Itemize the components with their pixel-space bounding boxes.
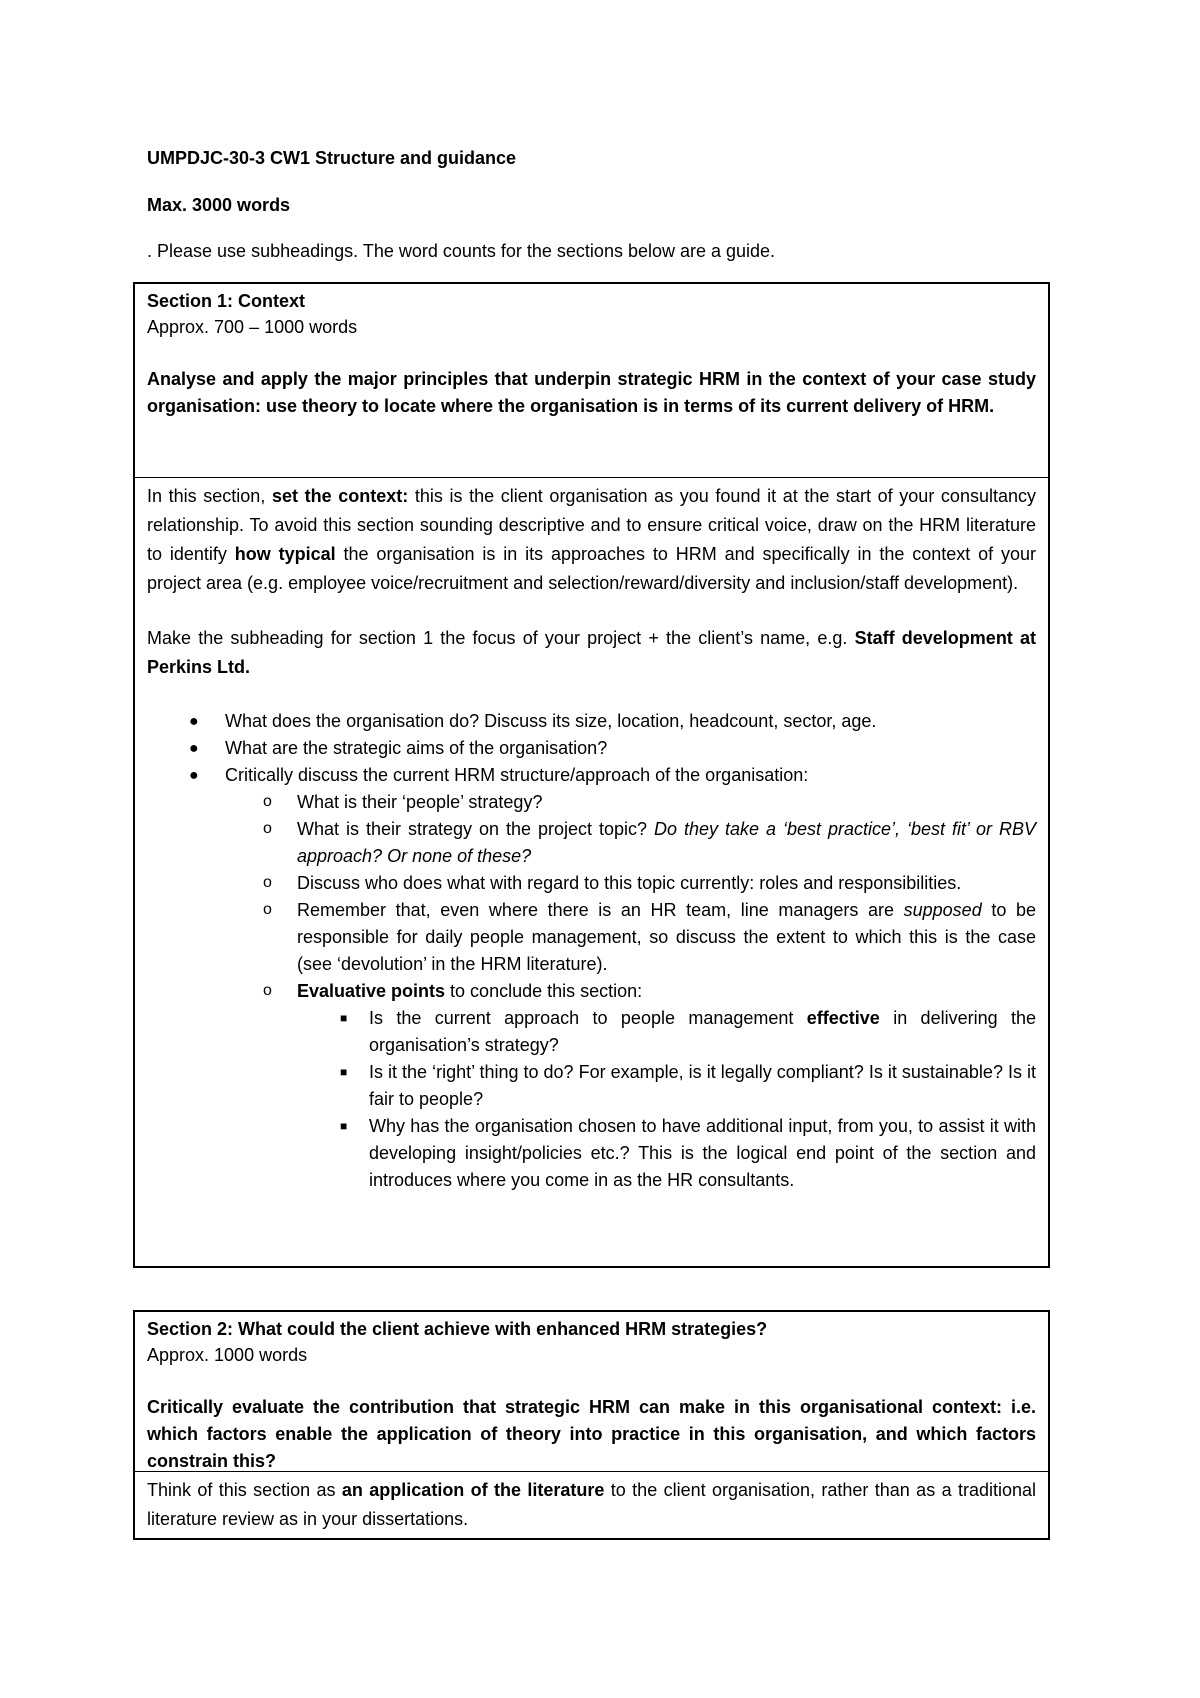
section-1-paragraph-2: Make the subheading for section 1 the focus of your project + the client’s name, e.g. Staff development at Perkins Ltd. bbox=[147, 628, 1036, 677]
section-2-header-cell bbox=[135, 1312, 1048, 1472]
section-2-heading: Section 2: What could the client achieve with enhanced HRM strategies? bbox=[147, 1319, 768, 1339]
section-1-table bbox=[133, 282, 1050, 1268]
section-2-task: Critically evaluate the contribution that strategic HRM can make in this organisational context: i.e. which factors enable the application of theory into practice in this organisation, and which factors constrain this? bbox=[147, 1397, 1036, 1471]
list-item: ● What are the strategic aims of the organisation? bbox=[147, 735, 1036, 762]
list-item: ■ Is it the ‘right’ thing to do? For example, is it legally compliant? Is it sustainable? Is it fair to people? bbox=[147, 1059, 1036, 1113]
section-1-approx-words: Approx. 700 – 1000 words bbox=[147, 317, 358, 337]
document-title: UMPDJC-30-3 CW1 Structure and guidance bbox=[147, 148, 517, 168]
section-2-approx-words: Approx. 1000 words bbox=[147, 1345, 308, 1365]
circle-bullet-icon: o bbox=[263, 982, 272, 999]
list-item: ■ Is the current approach to people management effective in delivering the organisation’s strategy? bbox=[147, 1005, 1036, 1059]
list-item: o Evaluative points to conclude this section: bbox=[147, 978, 1036, 1005]
bullet-icon: ● bbox=[189, 713, 199, 730]
list-item: ● What does the organisation do? Discuss its size, location, headcount, sector, age. bbox=[147, 708, 1036, 735]
list-item: ■ Why has the organisation chosen to have additional input, from you, to assist it with developing insight/policies etc.? This is the logical end point of the section and introduces where you come in as the HR consultants. bbox=[147, 1113, 1036, 1194]
section-1-guidance-cell bbox=[135, 478, 1048, 1266]
section-1-task: Analyse and apply the major principles that underpin strategic HRM in the context of your case study organisation: use theory to locate where the organisation is in terms of its current delivery of HRM. bbox=[147, 369, 1036, 416]
square-bullet-icon: ■ bbox=[340, 1065, 348, 1079]
max-word-count: Max. 3000 words bbox=[147, 195, 291, 215]
section-1-heading: Section 1: Context bbox=[147, 291, 306, 311]
circle-bullet-icon: o bbox=[263, 820, 272, 837]
circle-bullet-icon: o bbox=[263, 901, 272, 918]
list-item: ● Critically discuss the current HRM structure/approach of the organisation: bbox=[147, 762, 1036, 789]
bullet-icon: ● bbox=[189, 767, 199, 784]
list-item: o What is their ‘people’ strategy? bbox=[147, 789, 1036, 816]
circle-bullet-icon: o bbox=[263, 793, 272, 810]
section-1-bullet-list bbox=[147, 708, 1036, 1194]
section-2-guidance-cell bbox=[135, 1472, 1048, 1538]
circle-bullet-icon: o bbox=[263, 874, 272, 891]
square-bullet-icon: ■ bbox=[340, 1011, 348, 1025]
list-item: o Discuss who does what with regard to this topic currently: roles and responsibilities. bbox=[147, 870, 1036, 897]
list-item: o What is their strategy on the project topic? Do they take a ‘best practice’, ‘best fit’ or RBV approach? Or none of these? bbox=[147, 816, 1036, 870]
section-2-table bbox=[133, 1310, 1050, 1540]
section-1-header-cell bbox=[135, 284, 1048, 478]
list-item: o Remember that, even where there is an HR team, line managers are supposed to be responsible for daily people management, so discuss the extent to which this is the case (see ‘devolution’ in the HRM literature). bbox=[147, 897, 1036, 978]
section-2-paragraph-1: Think of this section as an application of the literature to the client organisation, rather than as a traditional literature review as in your dissertations. bbox=[147, 1480, 1036, 1529]
bullet-icon: ● bbox=[189, 740, 199, 757]
subheading-note: . Please use subheadings. The word counts for the sections below are a guide. bbox=[147, 241, 776, 261]
section-1-paragraph-1: In this section, set the context: this is the client organisation as you found it at the start of your consultancy relationship. To avoid this section sounding descriptive and to ensure critical voice, draw on the HRM literature to identify how typical the organisation is in its approaches to HRM and specifically in the context of your project area (e.g. employee voice/recruitment and selection/reward/diversity and inclusion/staff development). bbox=[147, 486, 1037, 593]
square-bullet-icon: ■ bbox=[340, 1119, 348, 1133]
